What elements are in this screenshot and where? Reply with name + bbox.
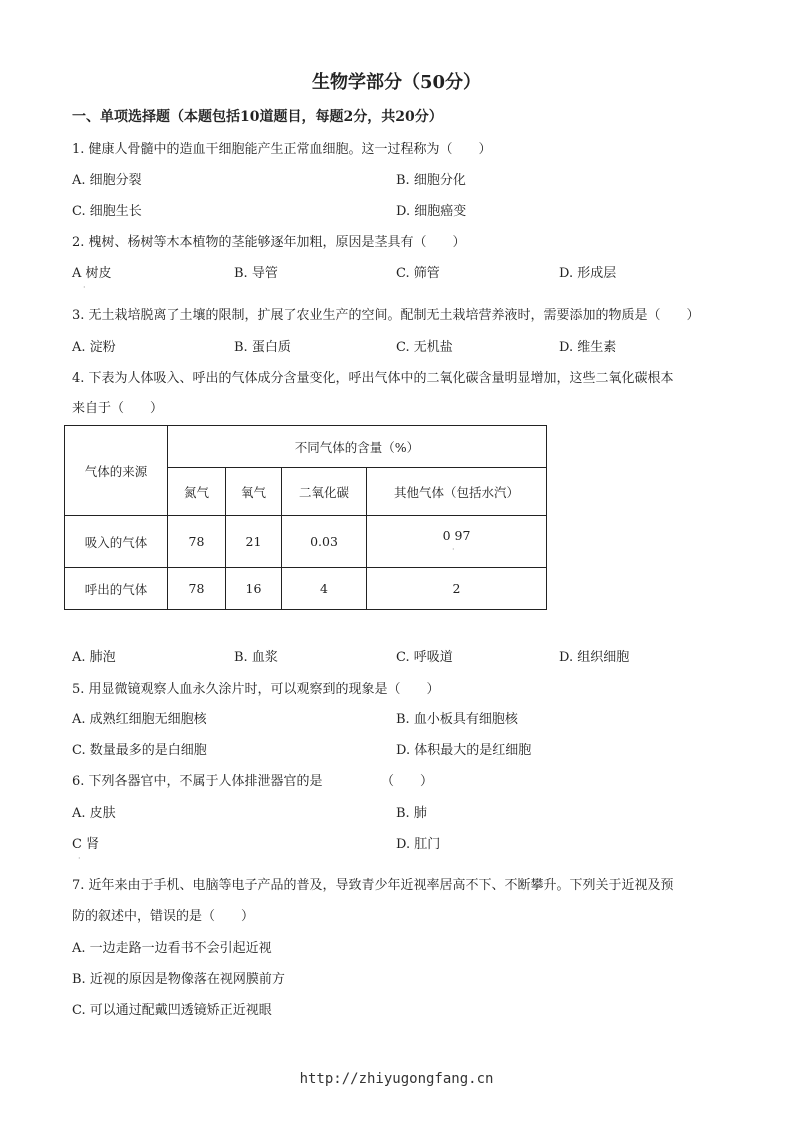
- question-1-stem: 1. 健康人骨髓中的造血干细胞能产生正常血细胞。这一过程称为（ ）: [72, 142, 492, 157]
- q5-option-c: C. 数量最多的是白细胞: [72, 743, 207, 758]
- q3-option-c: C. 无机盐: [396, 340, 453, 355]
- question-2-stem: 2. 槐树、杨树等木本植物的茎能够逐年加粗，原因是茎具有（ ）: [72, 235, 466, 250]
- q7-option-b: B. 近视的原因是物像落在视网膜前方: [72, 972, 285, 987]
- q3-option-a: A. 淀粉: [72, 340, 116, 355]
- stray-mark: ·: [452, 545, 455, 554]
- table-cell: 4: [282, 568, 367, 610]
- section-heading: 一、单项选择题（本题包括10道题目，每题2分，共20分）: [72, 109, 443, 125]
- q5-option-d: D. 体积最大的是红细胞: [396, 743, 532, 758]
- question-6-stem: 6. 下列各器官中，不属于人体排泄器官的是: [72, 774, 323, 789]
- table-cell-value: 0 97: [442, 528, 471, 543]
- question-6-paren: （ ）: [381, 774, 434, 789]
- table-header-group: 不同气体的含量（%）: [168, 426, 547, 468]
- q2-option-c: C. 筛管: [396, 266, 440, 281]
- q6-option-b: B. 肺: [396, 806, 427, 821]
- table-row: [65, 568, 547, 610]
- q6-option-c: C 肾: [72, 837, 100, 852]
- table-col-header: 氧气: [226, 468, 282, 516]
- stray-mark: ·: [83, 283, 86, 292]
- table-row-label: 呼出的气体: [65, 568, 168, 610]
- table-cell: 0.03: [282, 516, 367, 568]
- q2-option-a: A 树皮: [72, 266, 112, 281]
- question-4-stem-line2: 来自于（ ）: [72, 401, 164, 416]
- stray-mark: ·: [78, 854, 81, 863]
- q2-option-b: B. 导管: [234, 266, 278, 281]
- q4-option-d: D. 组织细胞: [559, 650, 630, 665]
- table-col-header: 二氧化碳: [282, 468, 367, 516]
- table-col-header: 其他气体（包括水汽）: [367, 468, 547, 516]
- q2-option-d: D. 形成层: [559, 266, 617, 281]
- table-cell: 21: [226, 516, 282, 568]
- question-3-stem: 3. 无土栽培脱离了土壤的限制，扩展了农业生产的空间。配制无土栽培营养液时，需要添加的物质是（ ）: [72, 308, 700, 323]
- footer-url[interactable]: http://zhiyugongfang.cn: [299, 1071, 494, 1087]
- table-row-label: 吸入的气体: [65, 516, 168, 568]
- table-row: [65, 516, 547, 568]
- q7-option-a: A. 一边走路一边看书不会引起近视: [72, 941, 272, 956]
- table-cell: 16: [226, 568, 282, 610]
- question-7-stem-line1: 7. 近年来由于手机、电脑等电子产品的普及，导致青少年近视率居高不下、不断攀升。下列关于近视及预: [72, 878, 674, 893]
- q3-option-d: D. 维生素: [559, 340, 617, 355]
- q1-option-a: A. 细胞分裂: [72, 173, 142, 188]
- page-title: 生物学部分（50分）: [311, 72, 482, 93]
- q7-option-c: C. 可以通过配戴凹透镜矫正近视眼: [72, 1003, 272, 1018]
- q1-option-c: C. 细胞生长: [72, 204, 142, 219]
- q4-option-b: B. 血浆: [234, 650, 278, 665]
- table-cell: 78: [168, 568, 226, 610]
- q1-option-d: D. 细胞癌变: [396, 204, 467, 219]
- q1-option-b: B. 细胞分化: [396, 173, 466, 188]
- table-cell: 2: [367, 568, 547, 610]
- table-cell: 78: [168, 516, 226, 568]
- question-7-stem-line2: 防的叙述中，错误的是（ ）: [72, 909, 255, 924]
- table-col-header: 氮气: [168, 468, 226, 516]
- table-cell: [367, 516, 547, 568]
- q6-option-a: A. 皮肤: [72, 806, 116, 821]
- question-4-stem-line1: 4. 下表为人体吸入、呼出的气体成分含量变化，呼出气体中的二氧化碳含量明显增加，这些二氧化碳根本: [72, 371, 674, 386]
- question-5-stem: 5. 用显微镜观察人血永久涂片时，可以观察到的现象是（ ）: [72, 682, 440, 697]
- q4-option-a: A. 肺泡: [72, 650, 116, 665]
- q4-option-c: C. 呼吸道: [396, 650, 453, 665]
- q6-option-d: D. 肛门: [396, 837, 441, 852]
- q5-option-b: B. 血小板具有细胞核: [396, 712, 518, 727]
- table-header-source: 气体的来源: [65, 426, 168, 516]
- q5-option-a: A. 成熟红细胞无细胞核: [72, 712, 207, 727]
- q3-option-b: B. 蛋白质: [234, 340, 291, 355]
- gas-content-table: [64, 425, 547, 610]
